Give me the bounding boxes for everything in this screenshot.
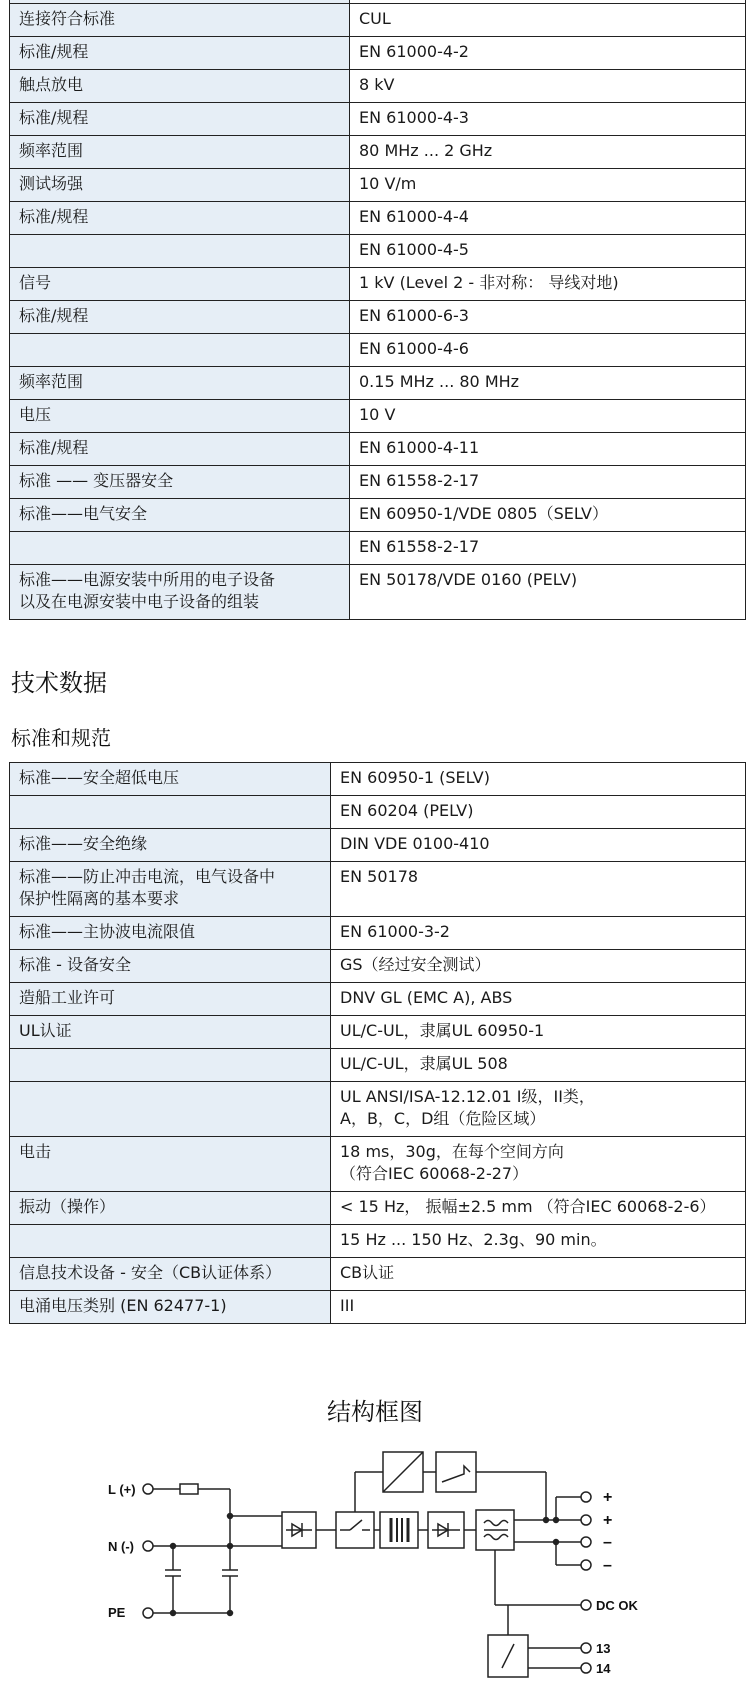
- table-row: [10, 829, 746, 862]
- table-row: [10, 950, 746, 983]
- dc-ok-terminal: [581, 1600, 591, 1610]
- spec-value: 18 ms，30g，在每个空间方向 （符合IEC 60068-2-27）: [331, 1137, 746, 1192]
- spec-label: 信号: [10, 268, 350, 301]
- spec-value: EN 61000-4-4: [350, 202, 746, 235]
- spec-value: EN 50178/VDE 0160 (PELV): [350, 565, 746, 620]
- spec-value: III: [331, 1291, 746, 1324]
- spec-value: EN 61000-4-6: [350, 334, 746, 367]
- transformer-icon: [380, 1512, 418, 1548]
- table-row: [10, 367, 746, 400]
- spec-value: EN 61000-4-11: [350, 433, 746, 466]
- table-row: [10, 202, 746, 235]
- terminal-n: [143, 1541, 153, 1551]
- table-row: [10, 466, 746, 499]
- spec-label: 标准 - 设备安全: [10, 950, 331, 983]
- output-terminal-plus-2: [581, 1515, 591, 1525]
- spec-label: 频率范围: [10, 367, 350, 400]
- table-row: [10, 983, 746, 1016]
- spec-label: 标准/规程: [10, 37, 350, 70]
- spec-value: UL/C-UL，隶属UL 60950-1: [331, 1016, 746, 1049]
- table-row: [10, 433, 746, 466]
- spec-value: GS（经过安全测试）: [331, 950, 746, 983]
- table-row: [10, 532, 746, 565]
- table-row: [10, 268, 746, 301]
- spec-value: 8 kV: [350, 70, 746, 103]
- output-terminal-minus-1: [581, 1537, 591, 1547]
- spec-value: UL/C-UL，隶属UL 508: [331, 1049, 746, 1082]
- spec-label: 连接符合标准: [10, 4, 350, 37]
- spec-label: 振动（操作）: [10, 1192, 331, 1225]
- spec-label: 信息技术设备 - 安全（CB认证体系）: [10, 1258, 331, 1291]
- output-label-plus-2: +: [603, 1512, 613, 1529]
- spec-label: 标准——电源安装中所用的电子设备 以及在电源安装中电子设备的组装: [10, 565, 350, 620]
- spec-label: 电压: [10, 400, 350, 433]
- section-heading-tech-data: 技术数据: [11, 669, 107, 697]
- spec-label: 频率范围: [10, 136, 350, 169]
- spec-value: 1 kV (Level 2 - 非对称： 导线对地): [350, 268, 746, 301]
- table-row: [10, 103, 746, 136]
- table-row: [10, 235, 746, 268]
- spec-label: 电涌电压类别 (EN 62477-1): [10, 1291, 331, 1324]
- output-label-minus-2: –: [603, 1557, 612, 1574]
- dc-ok-label: DC OK: [596, 1598, 638, 1613]
- spec-value: EN 60950-1 (SELV): [331, 763, 746, 796]
- spec-label: [10, 1225, 331, 1258]
- fuse-icon: [180, 1484, 198, 1494]
- spec-label: [10, 1082, 331, 1137]
- output-label-minus-1: –: [603, 1534, 612, 1551]
- spec-value: EN 60950-1/VDE 0805（SELV）: [350, 499, 746, 532]
- relay-terminal-13: [581, 1643, 591, 1653]
- output-label-plus-1: +: [603, 1489, 613, 1506]
- table-row: [10, 1016, 746, 1049]
- table-row: [10, 136, 746, 169]
- table-row: [10, 1258, 746, 1291]
- spec-label: [10, 796, 331, 829]
- table-row: [10, 169, 746, 202]
- table-row: [10, 796, 746, 829]
- relay-label-13: 13: [596, 1641, 611, 1656]
- table-row: [10, 1137, 746, 1192]
- spec-label: 标准——电气安全: [10, 499, 350, 532]
- table-row: [10, 763, 746, 796]
- terminal-label-l: L (+): [108, 1482, 136, 1497]
- relay-label-14: 14: [596, 1661, 611, 1676]
- spec-value: CUL: [350, 4, 746, 37]
- spec-label: 标准——主协波电流限值: [10, 917, 331, 950]
- spec-value: EN 50178: [331, 862, 746, 917]
- terminal-label-pe: PE: [108, 1605, 126, 1620]
- table-row: [10, 1049, 746, 1082]
- spec-value: 10 V: [350, 400, 746, 433]
- spec-label: 标准/规程: [10, 301, 350, 334]
- table-row: [10, 1291, 746, 1324]
- spec-value: EN 61558-2-17: [350, 532, 746, 565]
- spec-value: DIN VDE 0100-410: [331, 829, 746, 862]
- spec-value: EN 60204 (PELV): [331, 796, 746, 829]
- spec-label: 标准 —— 变压器安全: [10, 466, 350, 499]
- standards-table: [9, 762, 746, 1324]
- table-row: [10, 499, 746, 532]
- spec-value: DNV GL (EMC A), ABS: [331, 983, 746, 1016]
- spec-label: [10, 235, 350, 268]
- spec-label: 标准——安全绝缘: [10, 829, 331, 862]
- output-terminal-minus-2: [581, 1560, 591, 1570]
- spec-label: 测试场强: [10, 169, 350, 202]
- spec-value: 15 Hz ... 150 Hz、2.3g、90 min。: [331, 1225, 746, 1258]
- spec-label: 标准——防止冲击电流，电气设备中 保护性隔离的基本要求: [10, 862, 331, 917]
- spec-label: 造船工业许可: [10, 983, 331, 1016]
- spec-label: 触点放电: [10, 70, 350, 103]
- spec-label: [10, 532, 350, 565]
- relay-terminal-14: [581, 1663, 591, 1673]
- block-diagram-title: 结构框图: [327, 1398, 423, 1426]
- table-row: [10, 4, 746, 37]
- spec-value: EN 61000-4-2: [350, 37, 746, 70]
- terminal-label-n: N (-): [108, 1539, 134, 1554]
- terminal-l: [143, 1484, 153, 1494]
- table-row: [10, 400, 746, 433]
- spec-value: EN 61000-3-2: [331, 917, 746, 950]
- table-row: [10, 565, 746, 620]
- spec-label: [10, 334, 350, 367]
- spec-value: UL ANSI/ISA-12.12.01 I级，II类， A，B，C，D组（危险区域）: [331, 1082, 746, 1137]
- table-row: [10, 70, 746, 103]
- spec-label: 电击: [10, 1137, 331, 1192]
- spec-value: < 15 Hz， 振幅±2.5 mm （符合IEC 60068-2-6）: [331, 1192, 746, 1225]
- spec-value: EN 61000-6-3: [350, 301, 746, 334]
- spec-value: EN 61558-2-17: [350, 466, 746, 499]
- table-row: [10, 1192, 746, 1225]
- spec-value: 10 V/m: [350, 169, 746, 202]
- table-row: [10, 37, 746, 70]
- spec-label: 标准/规程: [10, 202, 350, 235]
- spec-value: EN 61000-4-3: [350, 103, 746, 136]
- subsection-heading-standards: 标准和规范: [11, 726, 111, 750]
- table-row: [10, 917, 746, 950]
- table-row: [10, 862, 746, 917]
- spec-label: UL认证: [10, 1016, 331, 1049]
- spec-label: 标准/规程: [10, 433, 350, 466]
- spec-label: 标准——安全超低电压: [10, 763, 331, 796]
- table-row: [10, 301, 746, 334]
- table-row: [10, 1082, 746, 1137]
- spec-label: 标准/规程: [10, 103, 350, 136]
- table-row: [10, 334, 746, 367]
- spec-label: [10, 1049, 331, 1082]
- spec-value: 0.15 MHz ... 80 MHz: [350, 367, 746, 400]
- spec-value: 80 MHz ... 2 GHz: [350, 136, 746, 169]
- spec-value: CB认证: [331, 1258, 746, 1291]
- block-diagram: [0, 1430, 750, 1700]
- terminal-pe: [143, 1608, 153, 1618]
- table-row: [10, 1225, 746, 1258]
- emc-standards-table: [9, 0, 746, 620]
- output-terminal-plus-1: [581, 1492, 591, 1502]
- spec-value: EN 61000-4-5: [350, 235, 746, 268]
